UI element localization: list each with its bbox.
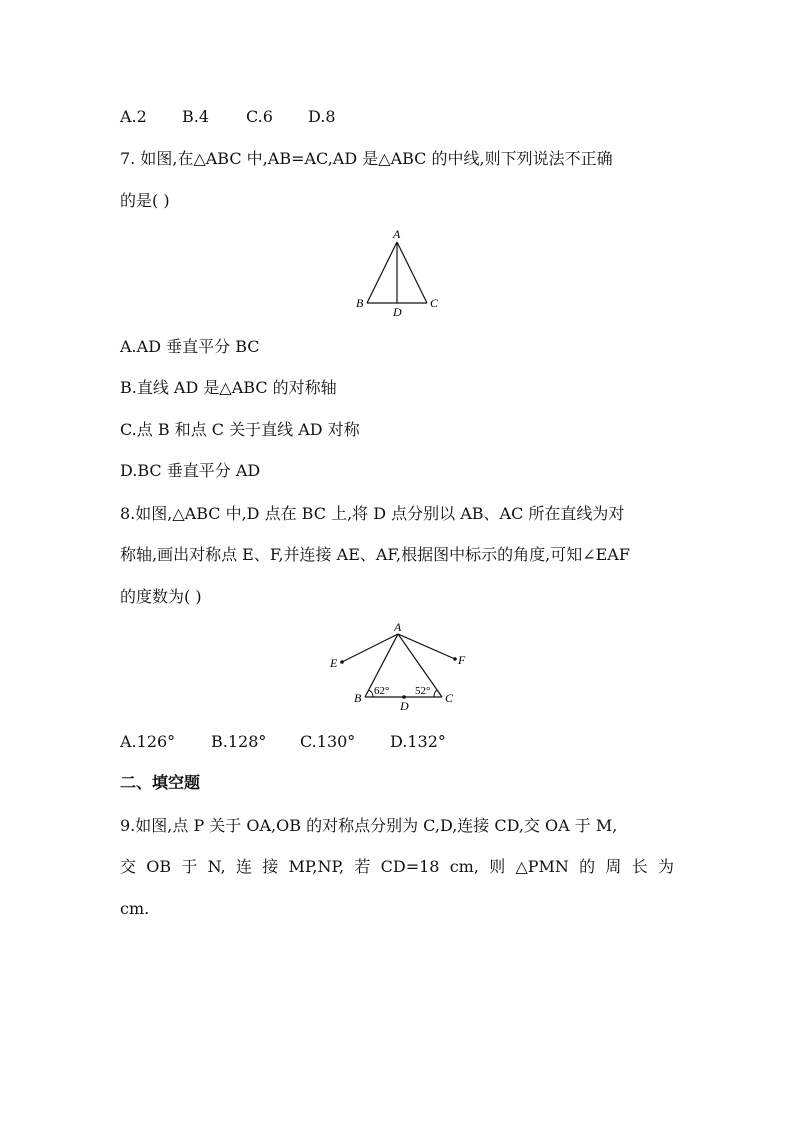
q9-word: △PMN <box>515 857 569 876</box>
q8-label-c: C <box>445 691 454 705</box>
q8-option-a: A.126° <box>120 732 176 751</box>
q8-stem-line-2: 称轴,画出对称点 E、F,并连接 AE、AF,根据图中标示的角度,可知∠EAF <box>120 545 630 564</box>
q9-word: 交 <box>120 857 137 876</box>
q7-label-b: B <box>356 296 364 310</box>
q7-side-ab <box>367 242 397 303</box>
q6-option-b: B.4 <box>182 107 210 126</box>
q7-option-a: A.AD 垂直平分 BC <box>120 337 260 356</box>
q7-triangle-figure <box>350 226 450 318</box>
q7-option-c: C.点 B 和点 C 关于直线 AD 对称 <box>120 420 360 439</box>
q9-stem-line-3: cm. <box>120 899 150 918</box>
section-title: 二、填空题 <box>120 773 201 792</box>
q8-label-d: D <box>400 699 409 712</box>
q9-word: OB <box>146 857 172 876</box>
q9-word: 周 <box>605 857 622 876</box>
q8-label-f: F <box>458 653 466 667</box>
q7-label-a: A <box>393 227 401 241</box>
q8-stem-line-1: 8.如图,△ABC 中,D 点在 BC 上,将 D 点分别以 AB、AC 所在直线为对 <box>120 504 625 523</box>
q7-option-d: D.BC 垂直平分 AD <box>120 461 261 480</box>
q7-option-b: B.直线 AD 是△ABC 的对称轴 <box>120 378 337 397</box>
q9-word: N, <box>207 857 226 876</box>
q8-angle-c-arc <box>434 690 437 697</box>
q7-label-c: C <box>430 296 439 310</box>
q8-angle-c-label: 52° <box>415 685 431 697</box>
q8-label-a: A <box>394 620 402 634</box>
q9-word: CD=18 <box>380 857 440 876</box>
q8-option-b: B.128° <box>211 732 267 751</box>
q7-label-d: D <box>393 305 402 318</box>
q6-option-a: A.2 <box>120 107 147 126</box>
q9-word: 长 <box>631 857 648 876</box>
q8-label-b: B <box>354 691 362 705</box>
q6-option-c: C.6 <box>246 107 273 126</box>
q8-angle-b-arc <box>369 690 373 697</box>
q8-point-f <box>453 657 457 661</box>
q6-options <box>120 106 336 128</box>
q7-stem-line-1: 7. 如图,在△ABC 中,AB=AC,AD 是△ABC 的中线,则下列说法不正确 <box>120 149 613 168</box>
q8-label-e: E <box>330 656 338 670</box>
q8-option-c: C.130° <box>300 732 356 751</box>
q9-word: 则 <box>489 857 506 876</box>
q8-options <box>120 731 446 753</box>
q9-word: 连 <box>235 857 252 876</box>
q7-stem-line-2: 的是( ) <box>120 191 170 210</box>
q8-stem-line-3: 的度数为( ) <box>120 587 202 606</box>
q9-word: MP,NP, <box>288 857 345 876</box>
q9-word: 的 <box>579 857 596 876</box>
q9-stem-line-2 <box>120 856 674 878</box>
q6-option-d: D.8 <box>308 107 336 126</box>
q8-segment-ae <box>342 634 398 662</box>
q7-side-ac <box>397 242 427 303</box>
q9-word: 为 <box>657 857 674 876</box>
q8-angle-b-label: 62° <box>374 685 390 697</box>
q9-stem-line-1: 9.如图,点 P 关于 OA,OB 的对称点分别为 C,D,连接 CD,交 OA 于 M, <box>120 816 618 835</box>
q8-option-d: D.132° <box>390 732 446 751</box>
q9-word: cm, <box>449 857 479 876</box>
q8-triangle-figure <box>325 620 475 712</box>
q9-word: 接 <box>262 857 279 876</box>
q9-word: 于 <box>181 857 198 876</box>
q9-word: 若 <box>354 857 371 876</box>
q8-point-e <box>340 660 344 664</box>
